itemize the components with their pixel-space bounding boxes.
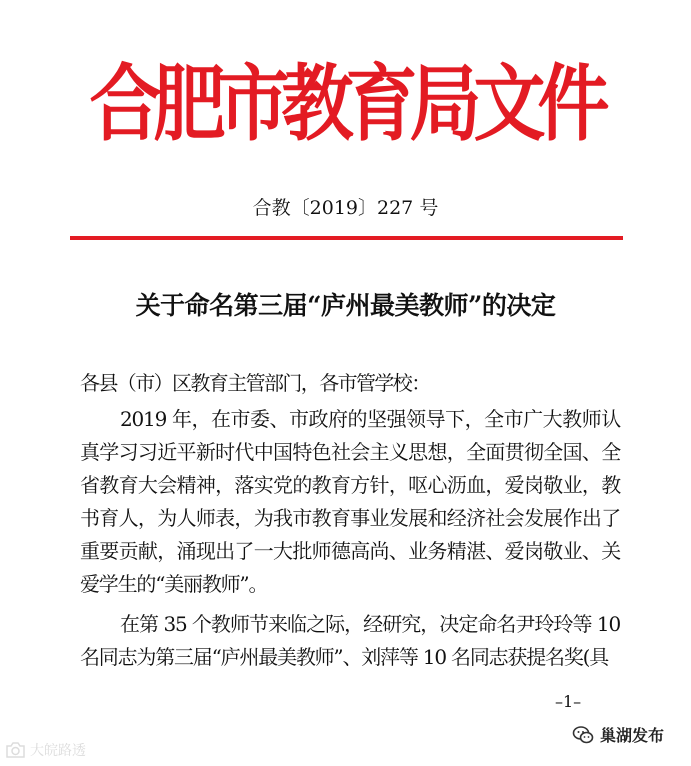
camera-icon	[4, 741, 26, 759]
watermark-left	[4, 740, 86, 760]
watermark-right	[572, 723, 664, 746]
salutation: 各县（市）区教育主管部门，各市管学校：	[80, 371, 430, 395]
document-header: 合肥市教育局文件	[89, 54, 602, 153]
watermark-right-text: 巢湖发布	[600, 726, 665, 745]
paragraph-1: 2019 年，在市委、市政府的坚强领导下，全市广大教师认真学习习近平新时代中国特色社会主义思想，全面贯彻全国、全省教育大会精神，落实党的教育方针，呕心沥血，爱岗敬业，教书育人，为人师表，为我市教育事业发展和经济社会发展作出了重要贡献，涌现出了一大批师德高尚、业务精湛、爱岗敬业、关爱学生的“美丽教师”。	[80, 407, 620, 596]
document-number: 合教〔2019〕227 号	[252, 197, 439, 219]
page-number: –1–	[555, 692, 582, 711]
document-body	[80, 367, 620, 674]
document-title: 关于命名第三届“庐州最美教师”的决定	[135, 291, 556, 320]
watermark-left-text: 大皖路透	[30, 743, 86, 759]
paragraph-2: 在第 35 个教师节来临之际，经研究，决定命名尹玲玲等 10 名同志为第三届“庐州最美教师”、刘萍等 10 名同志获提名奖(具	[80, 612, 620, 669]
wechat-icon	[572, 725, 594, 745]
red-divider	[70, 236, 623, 240]
